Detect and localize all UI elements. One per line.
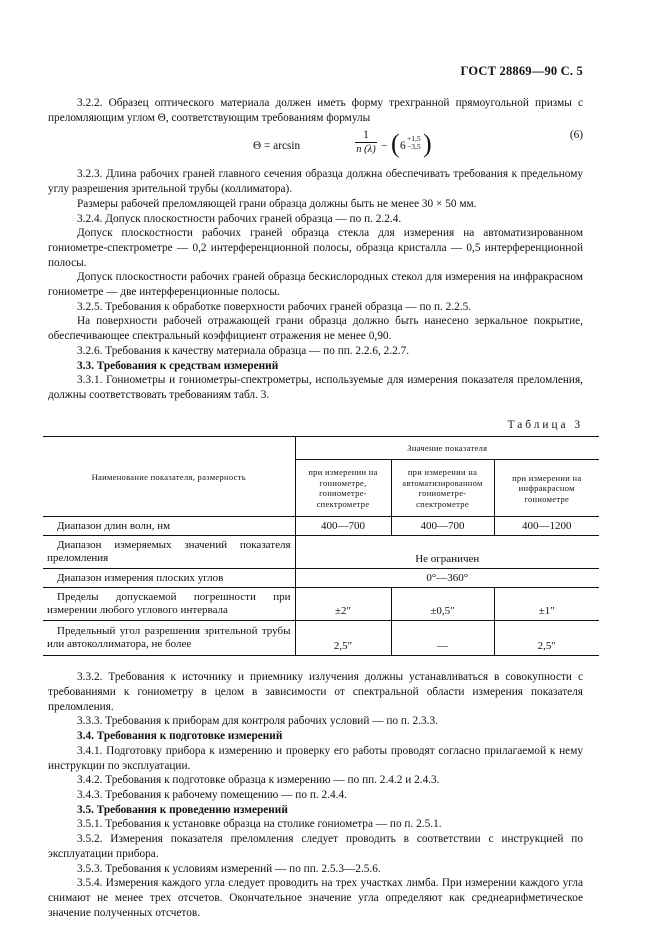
paragraph-3-2-4-glass: Допуск плоскостности рабочих граней образца стекла для измерения на автоматизированном гониометре-спектрометре — 0,2 интерференционной полосы, образца кристалла — 0,5 интерференционной полосы. bbox=[48, 227, 583, 269]
paragraph-3-2-3: 3.2.3. Длина рабочих граней главного сечения образца должна обеспечивать требования к предельному углу разрешения зрительной трубы (коллиматора). bbox=[48, 168, 583, 196]
table-cell-name: Диапазон измерения плоских углов bbox=[57, 571, 224, 584]
formula-denominator: n (λ) bbox=[356, 144, 376, 156]
table-head-name: Наименование показателя, размерность bbox=[43, 437, 295, 517]
running-header: ГОСТ 28869—90 С. 5 bbox=[460, 64, 583, 78]
table-caption: Таблица 3 bbox=[507, 418, 583, 431]
paragraph-3-2-5-mirror: На поверхности рабочей отражающей грани образца должно быть нанесено зеркальное покрытие, обеспечивающее спектральный коэффициент отражения не менее 0,90. bbox=[48, 315, 583, 343]
table-row bbox=[43, 517, 599, 536]
table-row bbox=[43, 588, 599, 621]
paragraph-3-2-5: 3.2.5. Требования к обработке поверхности рабочих граней образца — по п. 2.2.5. bbox=[77, 300, 472, 313]
paragraph-3-2-4-oxygenfree: Допуск плоскостности рабочих граней образца бескислородных стекол для измерения на инфракрасном гониометре — две интерференционные полосы. bbox=[48, 271, 583, 299]
formula-sub: −3,5 bbox=[407, 142, 421, 152]
table-cell-name: Диапазон измеряемых значений показателя преломления bbox=[47, 539, 291, 565]
table-cell: 2,5″ bbox=[494, 621, 599, 656]
formula-sup: +1,5 bbox=[407, 134, 421, 144]
table-cell-name: Пределы допускаемой погрешности при измерении любого углового интервала bbox=[47, 591, 291, 617]
table-row bbox=[43, 621, 599, 656]
paragraph-3-5-4: 3.5.4. Измерения каждого угла следует проводить на трех участках лимба. При измерении каждого угла снимают не менее трех отсчетов. Окончательное значение угла определяют как среднеарифметическое значение полученных отсчетов. bbox=[48, 877, 583, 919]
table-cell: — bbox=[391, 621, 494, 656]
paragraph-3-4-2: 3.4.2. Требования к подготовке образца к измерению — по пп. 2.4.2 и 2.4.3. bbox=[77, 774, 440, 787]
document-body bbox=[48, 96, 583, 920]
paragraph-3-2-6: 3.2.6. Требования к качеству материала образца — по пп. 2.2.6, 2.2.7. bbox=[77, 344, 410, 357]
table-cell: ±1″ bbox=[494, 588, 599, 621]
formula-fraction bbox=[355, 129, 377, 157]
table-head-col3: при измерении на инфракрасном гониометре bbox=[494, 460, 599, 517]
paragraph-3-3-2: 3.3.2. Требования к источнику и приемнику излучения должны устанавливаться в совокупности с требованиями к гониометру в целом в зависимости от спектральной области измерения показателя преломления. bbox=[48, 671, 583, 713]
table-cell: 400—700 bbox=[295, 517, 391, 536]
table-cell: ±0,5″ bbox=[391, 588, 494, 621]
table-row bbox=[43, 569, 599, 588]
table-head-col2: при измерении на автоматизированном гониометре-спектрометре bbox=[391, 460, 494, 517]
formula-minus: − bbox=[381, 140, 388, 153]
formula-close-paren: ) bbox=[423, 129, 432, 159]
table-cell: Не ограничен bbox=[295, 536, 599, 569]
formula-6 bbox=[48, 126, 583, 164]
table-cell-name: Диапазон длин волн, нм bbox=[57, 519, 171, 532]
table-head-value: Значение показателя bbox=[295, 437, 599, 460]
formula-open-paren: ( bbox=[391, 129, 400, 159]
table-cell: 2,5″ bbox=[295, 621, 391, 656]
table-cell: ±2″ bbox=[295, 588, 391, 621]
paragraph-3-4-3: 3.4.3. Требования к рабочему помещению — по п. 2.4.4. bbox=[77, 788, 347, 801]
formula-numerator: 1 bbox=[355, 129, 377, 143]
paragraph-3-3-3: 3.3.3. Требования к приборам для контроля рабочих условий — по п. 2.3.3. bbox=[77, 715, 438, 728]
table-head-col1: при измерении на гониометре, гониометре-спектрометре bbox=[295, 460, 391, 517]
paragraph-3-5-3: 3.5.3. Требования к условиям измерений — по пп. 2.5.3—2.5.6. bbox=[77, 862, 381, 875]
heading-3-5: 3.5. Требования к проведению измерений bbox=[77, 803, 288, 816]
heading-3-4: 3.4. Требования к подготовке измерений bbox=[77, 730, 283, 743]
table-3 bbox=[43, 436, 599, 656]
heading-3-3: 3.3. Требования к средствам измерений bbox=[77, 359, 279, 372]
table-cell: 400—700 bbox=[391, 517, 494, 536]
paragraph-3-2-3-sizes: Размеры рабочей преломляющей грани образца должны быть не менее 30 × 50 мм. bbox=[77, 197, 477, 210]
table-header-row-1 bbox=[43, 437, 599, 460]
formula-tolerance bbox=[407, 135, 421, 151]
paragraph-3-2-2: 3.2.2. Образец оптического материала должен иметь форму трехгранной прямоугольной призмы с преломляющим углом Θ, соответствующим требованиям формулы bbox=[48, 97, 583, 124]
formula-lhs: Θ = arcsin bbox=[253, 140, 301, 153]
table-cell: 400—1200 bbox=[494, 517, 599, 536]
table-row bbox=[43, 536, 599, 569]
formula-number: (6) bbox=[569, 129, 583, 142]
table-cell: 0°—360° bbox=[295, 569, 599, 588]
paragraph-3-5-1: 3.5.1. Требования к установке образца на столике гониометра — по п. 2.5.1. bbox=[77, 818, 442, 831]
formula-base: 6 bbox=[400, 140, 406, 153]
table-cell-name: Предельный угол разрешения зрительной трубы или автоколлиматора, не более bbox=[47, 625, 291, 651]
paragraph-3-2-4: 3.2.4. Допуск плоскостности рабочих граней образца — по п. 2.2.4. bbox=[77, 212, 402, 225]
paragraph-3-5-2: 3.5.2. Измерения показателя преломления следует проводить в соответствии с инструкцией по эксплуатации прибора. bbox=[48, 833, 583, 860]
paragraph-3-3-1: 3.3.1. Гониометры и гониометры-спектрометры, используемые для измерения показателя преломления, должны соответствовать требованиям табл. 3. bbox=[48, 374, 583, 401]
paragraph-3-4-1: 3.4.1. Подготовку прибора к измерению и проверку его работы проводят согласно прилагаемой к нему инструкции по эксплуатации. bbox=[48, 744, 583, 772]
